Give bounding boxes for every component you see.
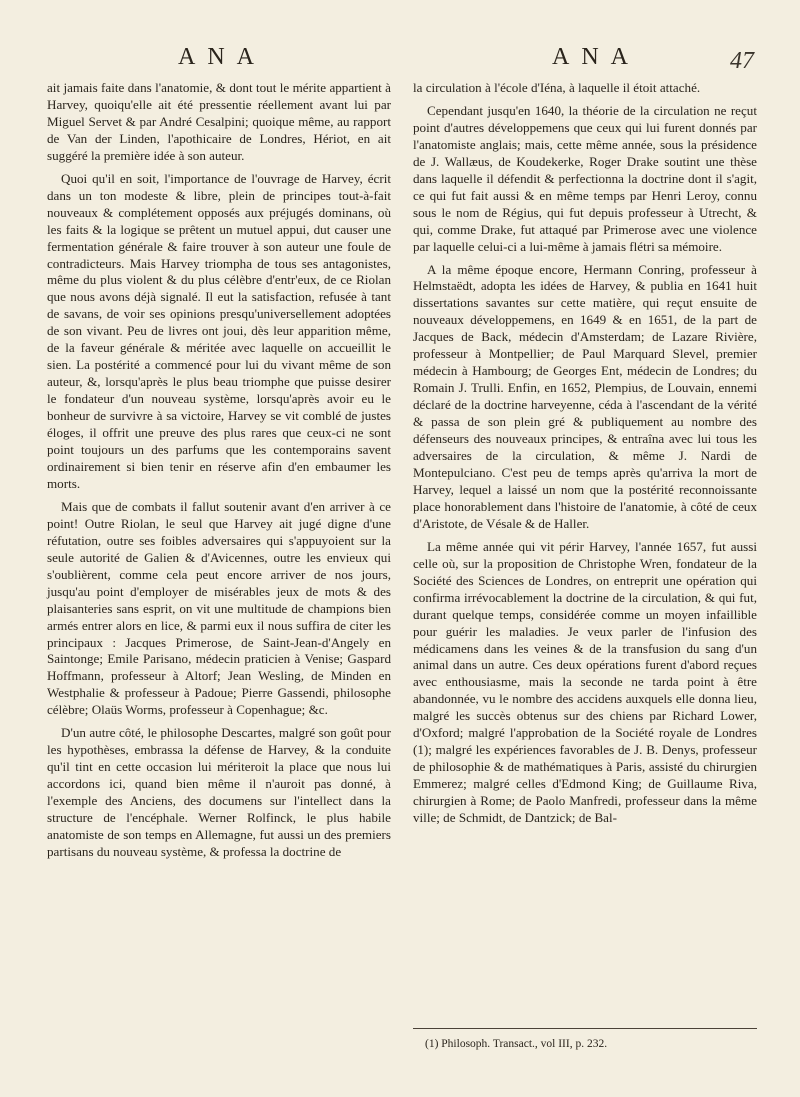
footnote: (1) Philosoph. Transact., vol III, p. 232. [425, 1038, 608, 1050]
paragraph: Mais que de combats il fallut soutenir avant d'en arriver à ce point! Outre Riolan, le seul que Harvey ait jugé digne d'une réfutation, outre ses foibles adversaires qui s'appuyoient sur la seule autorité de Galien & d'Avicennes, outre les envieux qui s'oublièrent, comme cela peut encore arriver de nos jours, jusqu'au point d'employer de misérables jeux de mots & des plaisanteries sans esprit, on vit une multitude de champions bien armés entrer alors en lice, & parmi eux il nous suffira de citer les principaux : Jacques Primerose, de Saint-Jean-d'Angely en Saintonge; Emile Parisano, médecin praticien à Venise; Gaspard Hoffmann, professeur à Altorf; Jean Wesling, de Minden en Westphalie & professeur à Padoue; Pierre Gassendi, philosophe célèbre; Olaüs Worms, professeur à Copenhague; &c. [47, 498, 391, 718]
paragraph: La même année qui vit périr Harvey, l'année 1657, fut aussi celle où, sur la proposition de Christophe Wren, fondateur de la Société des Sciences de Londres, on entreprit une opération qui confirma irrévocablement la doctrine de la circulation, & qui fut, durant quelque temps, considérée comme un moyen infaillible pour guérir les maladies. Je veux parler de l'infusion des médicamens dans les veines & de la transfusion du sang d'un animal dans un autre. Ces deux opérations furent d'abord reçues avec enthousiasme, mais la seconde ne tarda point à être abandonnée, vu le nombre des accidens auxquels elle donna lieu, malgré les succès obtenus sur des chiens par Richard Lower, d'Oxford; malgré l'approbation de la Société royale de Londres (1); malgré les expériences favorables de J. B. Denys, professeur de philosophie & de mathématiques à Paris, assisté du chirurgien Emmerez; malgré celles d'Edmond King; de Guillaume Riva, chirurgien à Rome; de Paolo Manfredi, professeur dans la même ville; de Schmidt, de Dantzick; de Bal- [413, 538, 757, 826]
paragraph: D'un autre côté, le philosophe Descartes, malgré son goût pour les hypothèses, embrassa la défense de Harvey, & la conduite qu'il tint en cette occasion lui mériteroit la place que nous lui accordons ici, quand bien même il n'auroit pas donné, à l'exemple des Anciens, des documens sur l'intellect dans la structure de l'encéphale. Werner Rolfinck, le plus habile anatomiste de son temps en Allemagne, fut aussi un des premiers partisans du nouveau système, & professa la doctrine de [47, 725, 391, 859]
paragraph: Cependant jusqu'en 1640, la théorie de la circulation ne reçut point d'autres développemens que ceux qui lui furent donnés par l'anatomiste anglais; mais, cette même année, sous la présidence de J. Wallæus, de Koudekerke, Roger Drake soutint une thèse dans laquelle il défendit & perfectionna la doctrine dont il s'agit, ce qui fut fait aussi & en même temps par Henri Leroy, connu sous le nom de Régius, qui fut depuis professeur à Utrecht, & qui, comme Drake, fut attaqué par Primerose avec une violence par laquelle celui-ci a lui-même à jamais flétri sa mémoire. [413, 102, 757, 254]
running-header [0, 44, 800, 74]
paragraph: Quoi qu'il en soit, l'importance de l'ouvrage de Harvey, écrit dans un ton modeste & libre, plein de principes tout-à-fait nouveaux & complétement opposés aux préjugés dominans, où les faits & la logique se prêtent un mutuel appui, dut causer une fermentation générale & faire trouver à son auteur une foule de contradicteurs. Mais Harvey triompha de tous ses antagonistes, même du plus violent & du plus célèbre d'entr'eux, de ce Riolan que nous avons déjà signalé. Il eut la satisfaction, refusée à tant de savans, de voir ses opinions presqu'universellement adoptées de son vivant. Peu de livres ont joui, dès leur apparition même, de la faveur générale & méritée avec laquelle on accueillit le sien. La postérité a commencé pour lui du vivant même de son auteur, &, lorsqu'après le plus beau triomphe que puisse desirer le fondateur d'un nouveau système, lorsqu'après avoir eu le bonheur de survivre à sa victoire, Harvey se vit comblé de justes éloges, il offrit une preuve des plus rares que ceux-ci ne sont point toujours un des parfums que les contemporains savent ordinairement si bien tenir en réserve afin d'en embaumer les morts. [47, 170, 391, 491]
paragraph: la circulation à l'école d'Iéna, à laquelle il étoit attaché. [413, 80, 701, 95]
running-title-right: ANA [552, 44, 640, 70]
right-column [413, 80, 757, 833]
page-number: 47 [730, 48, 754, 74]
paragraph: A la même époque encore, Hermann Conring, professeur à Helmstaëdt, adopta les idées de Harvey, & publia en 1641 huit dissertations savantes sur cette matière, qui reçut ensuite de nouveaux développemens, en 1649 & en 1651, de la part de Jacques de Back, médecin d'Amsterdam; de Lazare Rivière, professeur à Montpellier; de Paul Marquard Slevel, premier médecin à Hambourg; de Georges Ent, médecin de Londres; du Romain J. Trulli. Enfin, en 1652, Plempius, de Louvain, ennemi déclaré de la doctrine harveyenne, céda à l'ascendant de la vérité & passa de son plein gré & publiquement au nombre des défenseurs des nouveaux principes, & entraîna avec lui tous les adversaires de la circulation, & même J. Nardi de Montepulciano. C'est peu de temps après qu'arriva la mort de Harvey, lequel a laissé un nom que la postérité reconnoissante place honorablement dans l'histoire de l'anatomie, à côté de ceux d'Aristote, de Vésale & de Haller. [413, 261, 757, 531]
paragraph: ait jamais faite dans l'anatomie, & dont tout le mérite appartient à Harvey, quoiqu'elle ait été pressentie réellement avant lui par Miguel Servet & par André Cesalpini; quoique même, au rapport de Van der Linden, l'apothicaire de Londres, Hériot, en ait suggéré la première idée à son auteur. [47, 80, 391, 163]
footnote-rule [413, 1028, 757, 1029]
running-title-left: ANA [178, 44, 266, 70]
left-column [47, 80, 391, 867]
